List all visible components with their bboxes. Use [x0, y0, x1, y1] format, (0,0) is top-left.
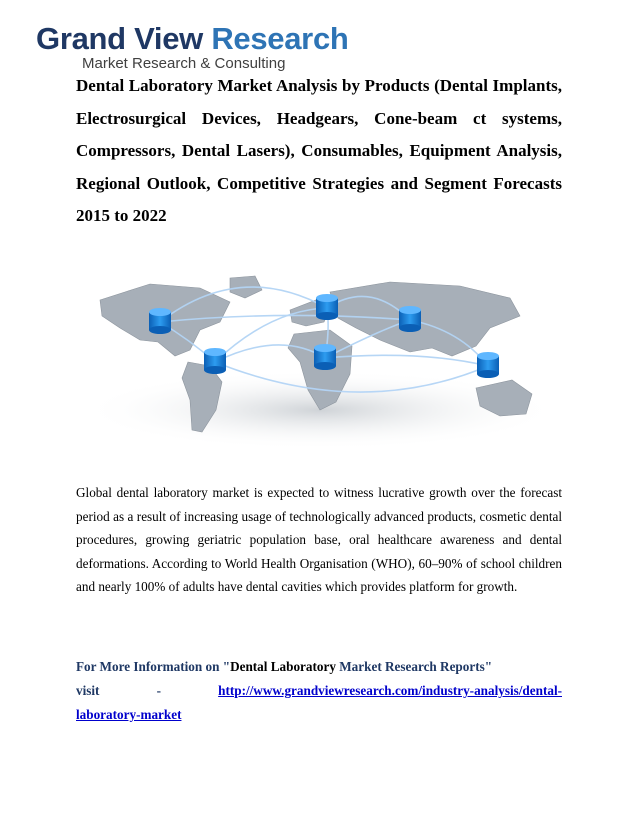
visit-line — [76, 679, 562, 703]
logo-word-grand-view: Grand View — [36, 21, 203, 56]
report-link-part-1[interactable]: http://www.grandviewresearch.com/industry-analysis/dental- — [218, 683, 562, 698]
more-info-keyword: Dental Laboratory — [230, 659, 336, 674]
report-link-part-2[interactable]: laboratory-market — [76, 707, 182, 722]
logo-word-research: Research — [211, 21, 349, 56]
visit-label: visit — [76, 683, 100, 698]
more-information-heading — [76, 655, 562, 679]
visit-dash: - — [156, 683, 161, 698]
more-info-suffix: Market Research Reports" — [335, 659, 493, 674]
report-title: Dental Laboratory Market Analysis by Products (Dental Implants, Electrosurgical Devices, Headgears, Cone-beam ct systems, Compressors, Dental Lasers), Consumables, Equipment Analysis, Regional Outlook, Competitive Strategies and Segment Forecasts 2015 to 2022 — [76, 76, 562, 225]
company-logo — [36, 22, 349, 72]
more-information-block — [76, 655, 562, 727]
logo-wordmark — [36, 22, 349, 56]
logo-tagline: Market Research & Consulting — [82, 55, 286, 72]
market-summary-paragraph: Global dental laboratory market is expected to witness lucrative growth over the forecast period as a result of increasing usage of technologically advanced products, cosmetic dental procedures, growing geriatric population base, oral healthcare awareness and dental deformations. According to World Health Organisation (WHO), 60–90% of school children and nearly 100% of adults have dental cavities which provides platform for growth. — [76, 485, 562, 595]
world-map-network-icon — [80, 270, 560, 450]
more-info-prefix: For More Information on " — [76, 659, 231, 674]
